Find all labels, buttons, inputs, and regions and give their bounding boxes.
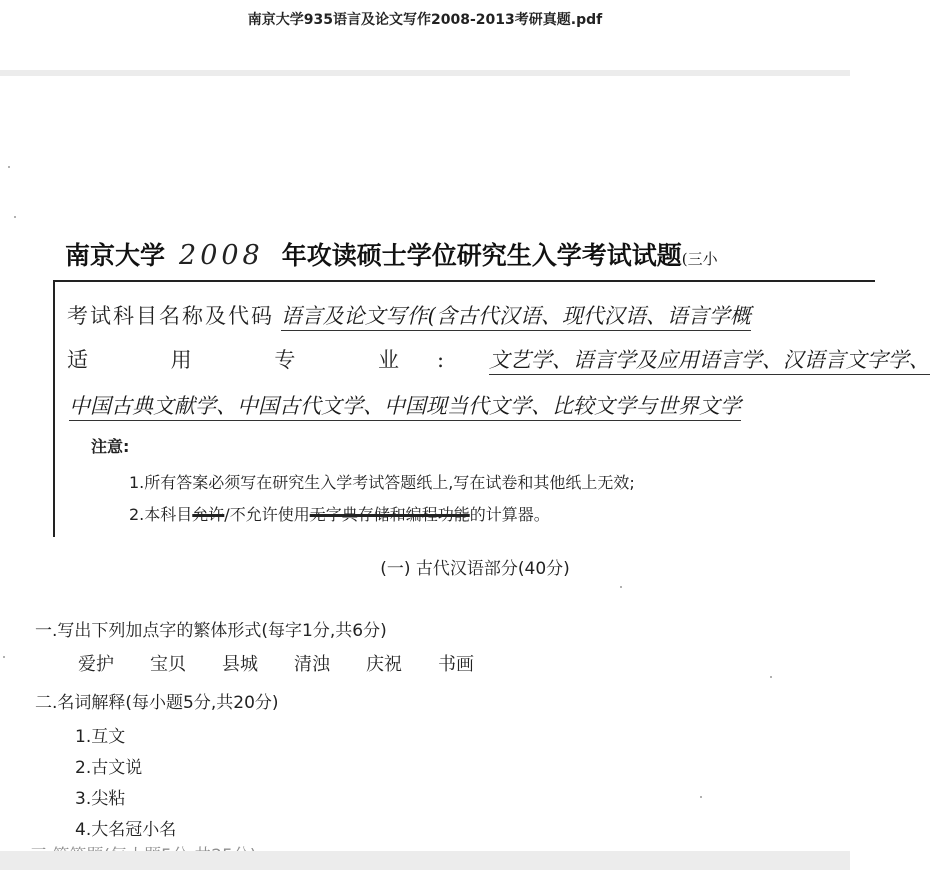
subject-row	[67, 300, 751, 330]
major-row-continued	[69, 390, 741, 420]
note-2-part-b: /不允许使用	[224, 505, 310, 524]
question-2: 二.名词解释(每小题5分,共20分)	[35, 693, 279, 713]
subject-label: 考试科目名称及代码	[67, 304, 274, 328]
note-2-part-a: 2.本科目	[129, 505, 193, 524]
major-value-1: 文艺学、语言学及应用语言学、汉语言文字学、	[489, 348, 930, 375]
question-1: 一.写出下列加点字的繁体形式(每字1分,共6分)	[35, 621, 387, 641]
note-1: 1.所有答案必须写在研究生入学考试答题纸上,写在试卷和其他纸上无效;	[129, 473, 635, 492]
major-value-2: 中国古典文献学、中国古代文学、中国现当代文学、比较文学与世界文学	[69, 394, 741, 421]
term-item: 3.尖粘	[75, 789, 126, 809]
section-heading: (一) 古代汉语部分(40分)	[380, 559, 570, 579]
note-2-part-c: 的计算器。	[469, 505, 550, 524]
viewer-footer	[0, 851, 850, 870]
scan-speck	[620, 586, 622, 588]
scan-speck	[770, 676, 772, 678]
exam-title	[65, 236, 718, 272]
viewer-header	[0, 0, 850, 70]
document-title: 南京大学935语言及论文写作2008-2013考研真题.pdf	[247, 12, 603, 28]
major-row	[67, 344, 930, 374]
question-1-characters	[78, 650, 510, 676]
scan-speck	[8, 166, 10, 168]
term-item: 2.古文说	[75, 758, 143, 778]
exam-school: 南京大学	[65, 241, 166, 270]
scan-speck	[700, 796, 702, 798]
notes-title: 注意:	[91, 437, 130, 456]
note-2	[129, 502, 550, 525]
note-2-struck-1: 允许	[192, 505, 225, 524]
scan-speck	[3, 656, 5, 658]
char-item: 宝贝	[150, 654, 186, 675]
exam-title-tail: (三小	[681, 250, 718, 268]
exam-info-box	[53, 280, 930, 537]
exam-year: 2008	[179, 240, 264, 271]
exam-title-suffix: 年攻读硕士学位研究生入学考试试题	[281, 241, 682, 270]
term-item: 1.互文	[75, 727, 126, 747]
subject-value: 语言及论文写作(含古代汉语、现代汉语、语言学概	[281, 304, 751, 331]
term-item: 4.大名冠小名	[75, 820, 177, 840]
char-item: 县城	[222, 654, 258, 675]
scan-speck	[14, 216, 16, 218]
char-item: 清浊	[294, 654, 330, 675]
note-2-struck-2: 无字典存储和编程功能	[309, 505, 470, 524]
char-item: 庆祝	[366, 654, 402, 675]
char-item: 爱护	[78, 654, 114, 675]
pdf-page	[0, 76, 930, 851]
char-item: 书画	[438, 654, 474, 675]
major-label: 适 用 专 业:	[67, 348, 483, 372]
